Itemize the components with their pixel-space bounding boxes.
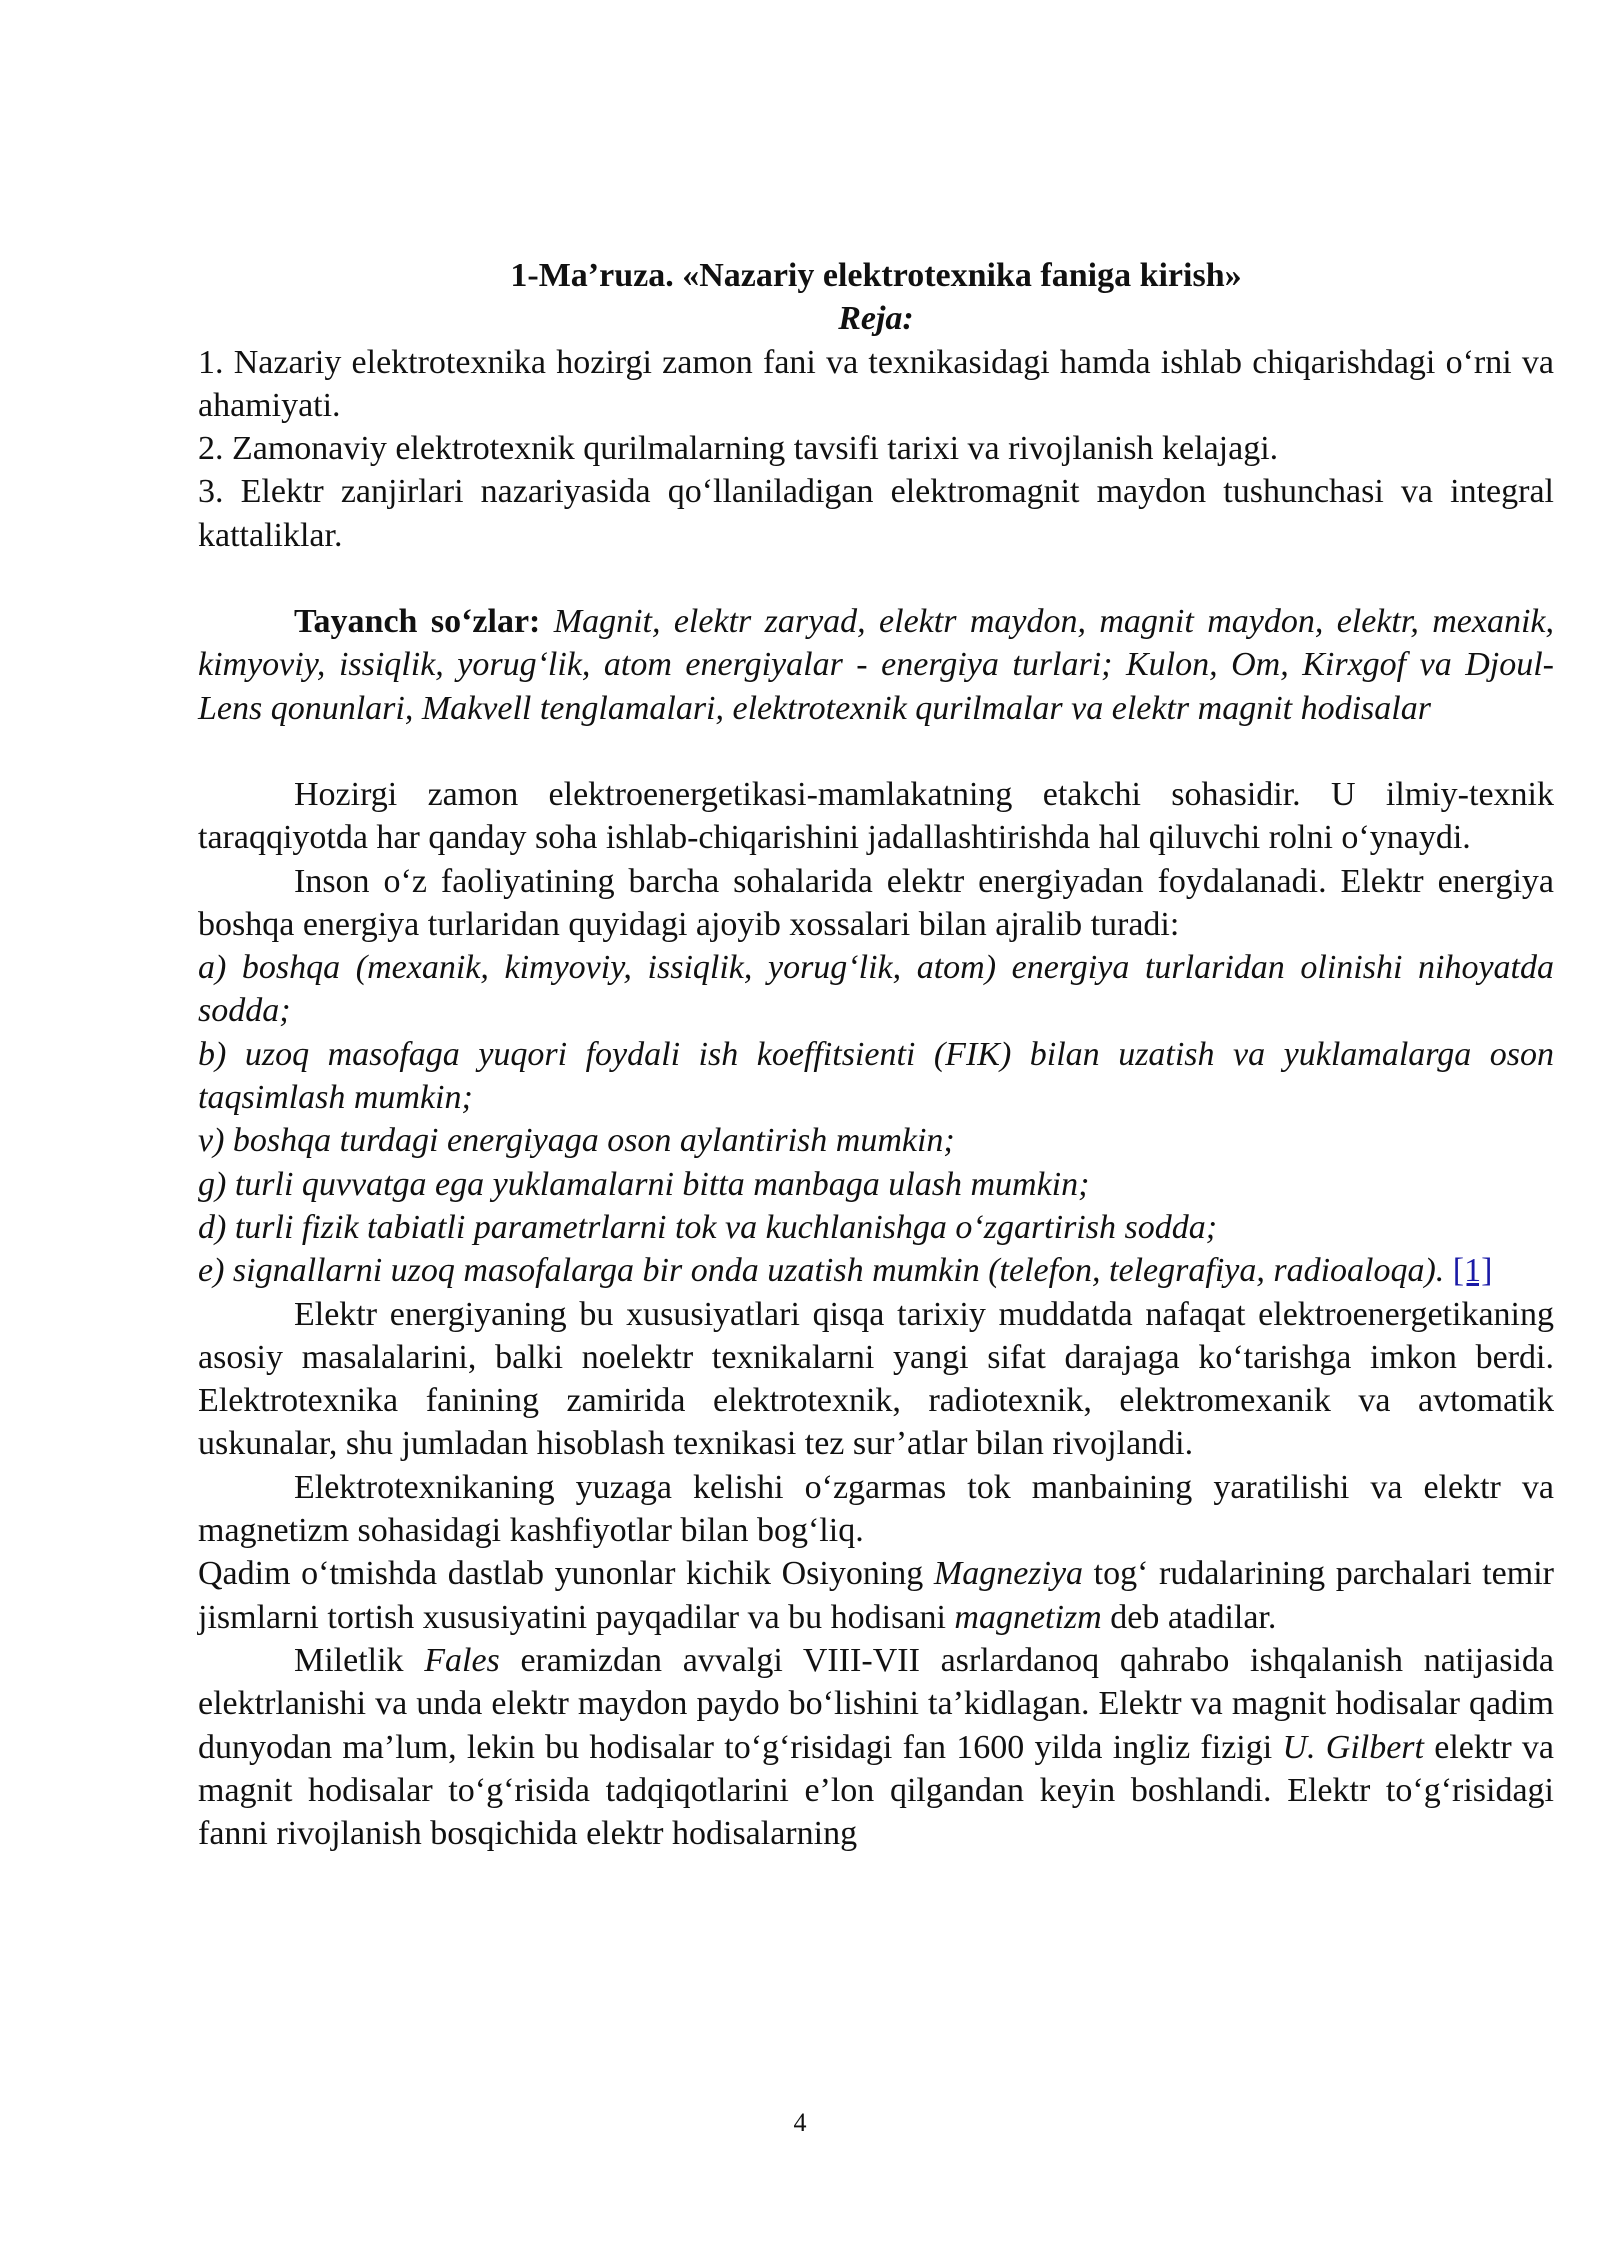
page-number: 4 <box>793 2108 807 2137</box>
fales-name: Fales <box>424 1641 500 1679</box>
gilbert-name: U. Gilbert <box>1282 1728 1424 1766</box>
plan-item: 3. Elektr zanjirlari nazariyasida qo‘llaniladigan elektromagnit maydon tushunchasi va integral kattaliklar. <box>198 473 1554 554</box>
property-item: v) boshqa turdagi energiyaga oson aylantirish mumkin; <box>198 1122 955 1160</box>
spacer <box>198 557 1554 600</box>
magnetizm-term: magnetizm <box>954 1598 1102 1636</box>
lecture-title: 1-Ma’ruza. «Nazariy elektrotexnika faniga kirish» <box>510 257 1242 294</box>
ancient-text-1: Qadim o‘tmishda dastlab yunonlar kichik Osiyoning <box>198 1555 934 1593</box>
history-paragraph: Elektr energiyaning bu xususiyatlari qisqa tarixiy muddatda nafaqat elektroenergetikaning asosiy masalalarini, balki noelektr texnikalarni yangi sifat darajaga ko‘tarishga imkon berdi. Elektrotexnika fanining zamirida elektrotexnik, radiotexnik, elektromexanik va avtomatik uskunalar, shu jumladan hisoblash texnikasi tez sur’atlar bilan rivojlandi. <box>198 1295 1554 1463</box>
magneziya-term: Magneziya <box>933 1555 1084 1593</box>
page-content <box>198 254 1554 1855</box>
property-item: d) turli fizik tabiatli parametrlarni tok va kuchlanishga o‘zgartirish sodda; <box>198 1208 1218 1246</box>
ancient-paragraph <box>198 1552 1554 1639</box>
plan-label: Reja: <box>838 300 914 338</box>
intro-paragraph: Hozirgi zamon elektroenergetikasi-mamlakatning etakchi sohasidir. U ilmiy-texnik taraqqiyotda har qanday soha ishlab-chiqarishini jadallashtirishda hal qiluvchi rolni o‘ynaydi. <box>198 775 1554 857</box>
fales-text-1: Miletlik <box>294 1641 425 1679</box>
fales-text-2: eramizdan avvalgi VIII-VII asrlardanoq qahrabo ishqalanish natijasida elektrlanishi va unda elektr maydon paydo bo‘lishini ta’kidlagan. Elektr va magnit hodisalar qadim dunyodan ma’lum, lekin bu hodisalar to‘g‘risidagi fan 1600 yilda ingliz fizigi <box>198 1641 1554 1766</box>
keywords-text: Magnit, elektr zaryad, elektr maydon, magnit maydon, elektr, mexanik, kimyoviy, issiqlik, yorug‘lik, atom energiyalar - energiya turlari; Kulon, Om, Kirxgof va Djoul-Lens qonunlari, Makvell tenglamalari, elektrotexnik qurilmalar va elektr magnit hodisalar <box>198 603 1554 727</box>
property-item: a) boshqa (mexanik, kimyoviy, issiqlik, yorug‘lik, atom) energiya turlaridan olinishi nihoyatda sodda; <box>198 949 1554 1030</box>
ancient-text-3: deb atadilar. <box>1101 1598 1277 1636</box>
plan-item: 2. Zamonaviy elektrotexnik qurilmalarning tavsifi tarixi va rivojlanish kelajagi. <box>198 430 1279 468</box>
property-item-last <box>198 1249 1554 1292</box>
energy-paragraph: Inson o‘z faoliyatining barcha sohalarida elektr energiyadan foydalanadi. Elektr energiya boshqa energiya turlaridan quyidagi ajoyib xossalari bilan ajralib turadi: <box>198 862 1554 943</box>
property-item: b) uzoq masofaga yuqori foydali ish koeffitsienti (FIK) bilan uzatish va yuklamalarga oson taqsimlash mumkin; <box>198 1035 1554 1117</box>
ancient-text-2: tog‘ rudalarining parchalari temir jismlarni tortish xususiyatini payqadilar va bu hodisani <box>198 1555 1554 1636</box>
property-item: g) turli quvvatga ega yuklamalarni bitta manbaga ulash mumkin; <box>198 1165 1090 1203</box>
spacer <box>198 730 1554 773</box>
keywords-paragraph <box>198 600 1554 730</box>
property-item-text: e) signallarni uzoq masofalarga bir onda uzatish mumkin (telefon, telegrafiya, radioaloqa). <box>198 1252 1445 1290</box>
keywords-label: Tayanch so‘zlar: <box>294 603 541 641</box>
fales-text-3: elektr va magnit hodisalar to‘g‘risida tadqiqotlarini e’lon qilgandan keyin boshlandi. Elektr to‘g‘risidagi fanni rivojlanish bosqichida elektr hodisalarning <box>198 1728 1554 1853</box>
reference-link[interactable]: [1] <box>1452 1252 1493 1290</box>
fales-paragraph <box>198 1639 1554 1855</box>
origin-paragraph: Elektrotexnikaning yuzaga kelishi o‘zgarmas tok manbaining yaratilishi va elektr va magnetizm sohasidagi kashfiyotlar bilan bog‘liq. <box>198 1468 1554 1550</box>
plan-item: 1. Nazariy elektrotexnika hozirgi zamon fani va texnikasidagi hamda ishlab chiqarishdagi o‘rni va ahamiyati. <box>198 343 1554 424</box>
